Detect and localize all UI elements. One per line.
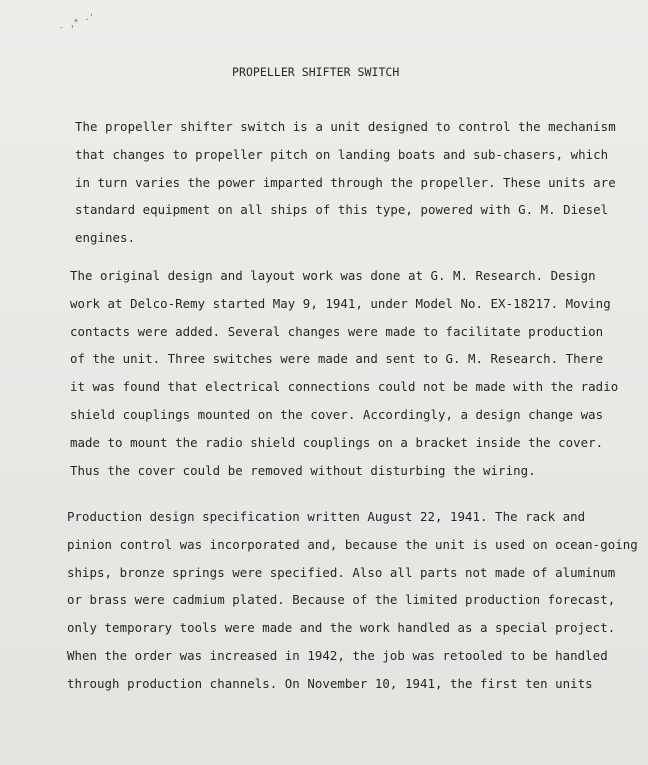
page-title: PROPELLER SHIFTER SWITCH (232, 65, 400, 79)
text-line: engines. (75, 230, 136, 246)
text-line: The propeller shifter switch is a unit designed to control the mechanism (75, 119, 616, 134)
text-line: that changes to propeller pitch on landing boats and sub-chasers, which (75, 146, 609, 162)
text-line: The original design and layout work was done at G. M. Research. Design (70, 268, 596, 283)
text-line: Thus the cover could be removed without disturbing the wiring. (70, 462, 536, 478)
text-line: made to mount the radio shield couplings on a bracket inside the cover. (70, 434, 604, 450)
text-line: work at Delco-Remy started May 9, 1941, under Model No. EX-18217. Moving (70, 295, 611, 311)
pencil-mark: - ,* -' (57, 12, 97, 34)
paragraph-2 (70, 268, 618, 490)
paragraph-3 (67, 509, 638, 704)
text-line: When the order was increased in 1942, the job was retooled to be handled (67, 647, 608, 663)
text-line: in turn varies the power imparted through the propeller. These units are (75, 174, 616, 190)
text-line: or brass were cadmium plated. Because of the limited production forecast, (67, 592, 616, 608)
text-line: standard equipment on all ships of this type, powered with G. M. Diesel (75, 202, 609, 218)
text-line: ships, bronze springs were specified. Also all parts not made of aluminum (67, 564, 616, 580)
text-line: shield couplings mounted on the cover. Accordingly, a design change was (70, 406, 604, 422)
text-line: only temporary tools were made and the work handled as a special project. (67, 620, 616, 636)
text-line: through production channels. On November 10, 1941, the first ten units (67, 675, 593, 691)
text-line: pinion control was incorporated and, because the unit is used on ocean-going (67, 536, 638, 552)
text-line: of the unit. Three switches were made and sent to G. M. Research. There (70, 351, 604, 367)
text-line: it was found that electrical connections could not be made with the radio (70, 379, 619, 395)
text-line: contacts were added. Several changes were made to facilitate production (70, 323, 604, 339)
paragraph-1 (75, 119, 616, 258)
text-line: Production design specification written August 22, 1941. The rack and (67, 509, 586, 524)
